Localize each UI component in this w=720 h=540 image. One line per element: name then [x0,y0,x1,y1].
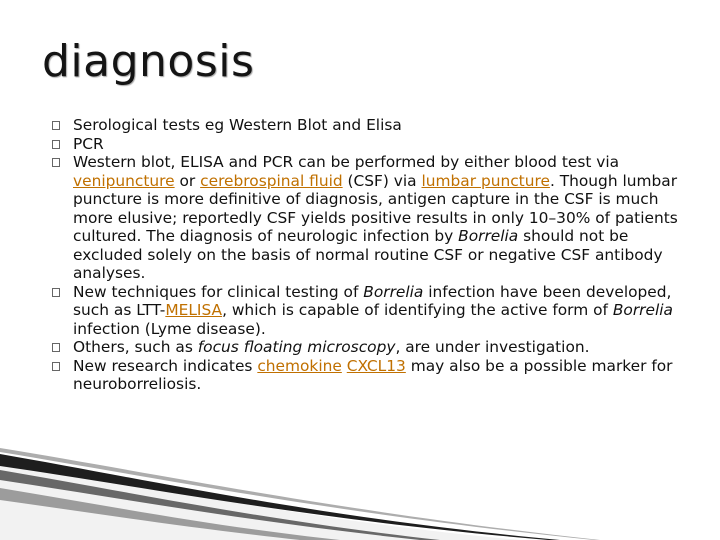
bullet-text: New techniques for clinical testing of [73,282,364,301]
italic-borrelia: Borrelia [458,227,519,245]
bullet-text: New research indicates [73,356,258,375]
square-bullet-icon [52,288,60,297]
italic-focus-floating-microscopy: focus floating microscopy [197,338,396,356]
bullet-text: should not be excluded solely on the basis of normal routine CSF or negative CSF antibody analyses. [73,227,663,282]
bullet-text: infection (Lyme disease). [73,319,266,338]
bullet-item [52,116,688,135]
bullet-text: . Though lumbar puncture is more definitive of diagnosis, antigen capture in the CSF is much more elusive; reportedly CSF yields positive results in only 10–30% of patients cultured. The diagnosis of neurologic infection by [73,171,678,245]
bullet-item [52,153,688,283]
bullet-item [52,283,688,339]
link-cxcl13[interactable]: CXCL13 [346,356,406,375]
square-bullet-icon [52,140,60,149]
square-bullet-icon [52,362,60,371]
square-bullet-icon [52,343,60,352]
bullet-item [52,357,688,394]
link-chemokine[interactable]: chemokine [257,356,342,375]
bullet-text: Others, such as [73,338,198,356]
italic-borrelia: Borrelia [363,282,424,301]
bullet-text: Western blot, ELISA and PCR can be performed by either blood test via [73,153,620,171]
bullet-text: infection have been developed, such as LTT- [73,282,672,319]
bullet-text: may also be a possible marker for neuroborreliosis. [73,356,673,393]
bullet-text: (CSF) via [342,171,422,190]
bullet-item [52,338,688,357]
bullet-text: PCR [73,134,104,153]
link-venipuncture[interactable]: venipuncture [73,171,175,190]
bullet-text: Serological tests eg Western Blot and Elisa [73,116,402,134]
link-lumbar-puncture[interactable]: lumbar puncture [421,171,550,190]
link-cerebrospinal-fluid[interactable]: cerebrospinal fluid [200,171,343,190]
link-melisa[interactable]: MELISA [165,301,223,319]
bullet-list [52,116,688,394]
square-bullet-icon [52,121,60,130]
slide-title: diagnosis [42,36,255,87]
square-bullet-icon [52,158,60,167]
bullet-text: , are under investigation. [395,338,590,356]
bullet-text: , which is capable of identifying the active form of [222,301,613,319]
decorative-swoosh [0,440,720,540]
italic-borrelia: Borrelia [612,301,673,319]
bullet-item [52,135,688,154]
bullet-text: or [174,171,201,190]
